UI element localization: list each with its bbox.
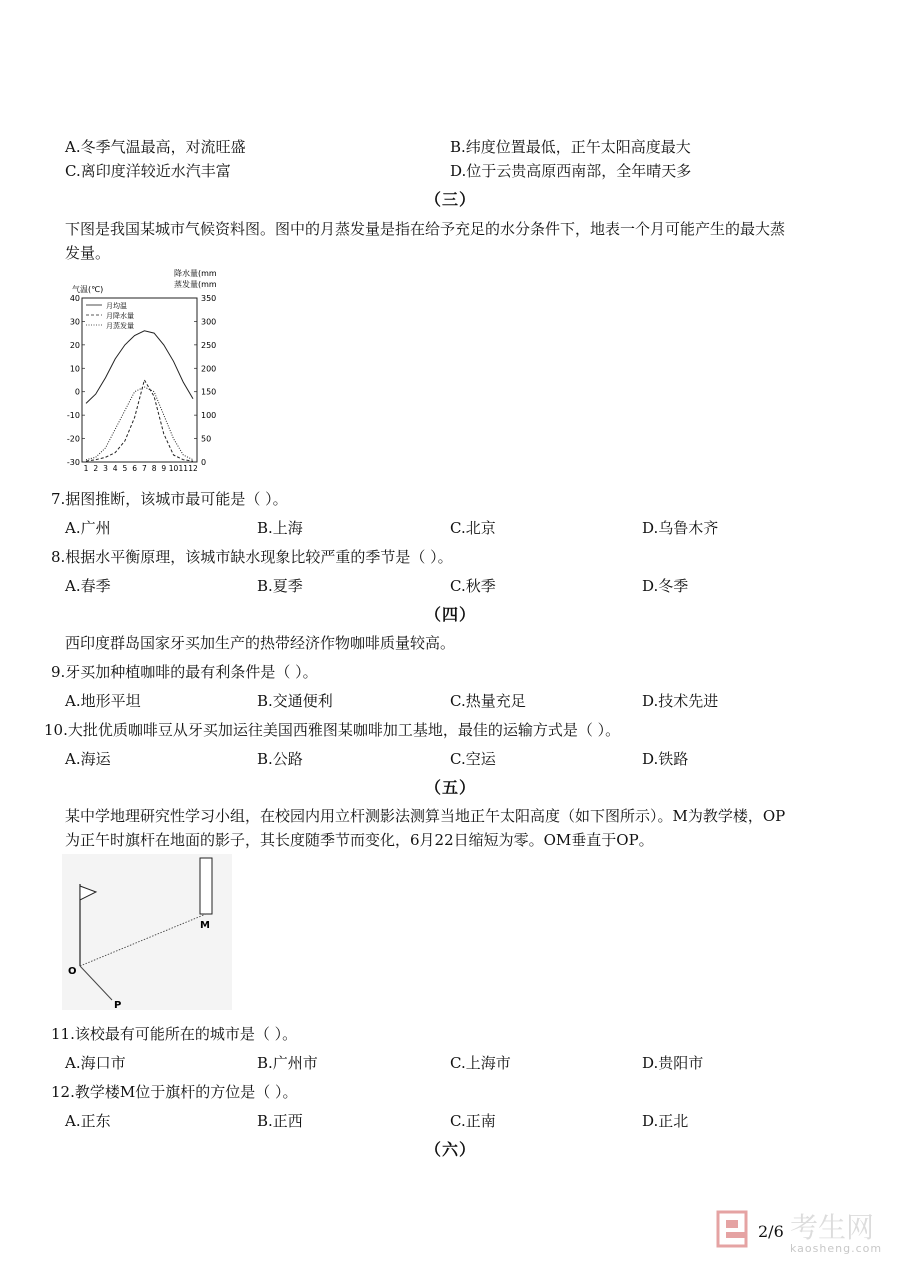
q8-option-c: C.秋季	[450, 577, 496, 595]
q10-option-b: B.公路	[257, 750, 303, 768]
q8-option-d: D.冬季	[642, 577, 689, 595]
x-tick-label: 12	[188, 464, 198, 473]
x-tick-label: 3	[103, 464, 108, 473]
q9-option-b: B.交通便利	[257, 692, 333, 710]
q6-option-b: B.纬度位置最低，正午太阳高度最大	[450, 138, 691, 156]
q8-stem: 8.根据水平衡原理，该城市缺水现象比较严重的季节是（ ）。	[51, 548, 453, 566]
q6-option-a: A.冬季气温最高，对流旺盛	[65, 138, 246, 156]
building-m	[200, 858, 212, 914]
left-tick-label: -10	[66, 411, 80, 421]
series-temperature-line	[86, 331, 193, 404]
q8-options	[65, 576, 845, 596]
legend-precip: 月降水量	[106, 312, 134, 320]
q12-option-a: A.正东	[65, 1112, 111, 1130]
q8-option-a: A.春季	[65, 577, 111, 595]
chart-legend	[86, 301, 134, 330]
section-4-heading: （四）	[425, 605, 477, 624]
q12-stem: 12.教学楼M位于旗杆的方位是（ ）。	[51, 1083, 298, 1101]
label-m: M	[200, 920, 210, 931]
x-tick-label: 6	[132, 464, 138, 473]
section-5-intro-line1: 某中学地理研究性学习小组，在校园内用立杆测影法测算当地正午太阳高度（如下图所示）。M为教学楼，OP	[65, 807, 786, 825]
q10-option-a: A.海运	[65, 750, 111, 768]
x-tick-label: 9	[161, 464, 167, 473]
plot-frame	[82, 298, 197, 462]
q10-option-c: C.空运	[450, 750, 496, 768]
q6-option-c: C.离印度洋较近水汽丰富	[65, 162, 231, 180]
q7-options	[65, 518, 845, 538]
section-3-intro-line1: 下图是我国某城市气候资料图。图中的月蒸发量是指在给予充足的水分条件下，地表一个月可能产生的最大蒸	[65, 220, 786, 238]
q10-stem: 10.大批优质咖啡豆从牙买加运往美国西雅图某咖啡加工基地，最佳的运输方式是（ ）。	[44, 721, 621, 739]
right-tick-label: 250	[201, 340, 217, 350]
x-tick-label: 10	[168, 464, 179, 473]
page-number: 2/6	[758, 1222, 784, 1241]
section-6-heading: （六）	[425, 1140, 477, 1159]
q12-option-b: B.正西	[257, 1112, 303, 1130]
q11-options	[65, 1053, 845, 1073]
x-tick-label: 8	[151, 464, 157, 473]
section-4-intro: 西印度群岛国家牙买加生产的热带经济作物咖啡质量较高。	[65, 634, 456, 652]
left-tick-label: 30	[69, 317, 80, 327]
q12-option-c: C.正南	[450, 1112, 496, 1130]
q8-option-b: B.夏季	[257, 577, 303, 595]
legend-temp: 月均温	[106, 302, 127, 310]
left-tick-label: 20	[69, 340, 80, 350]
q11-option-c: C.上海市	[450, 1054, 511, 1072]
right-tick-label: 100	[201, 411, 217, 421]
q9-options	[65, 691, 845, 711]
x-tick-label: 2	[93, 464, 99, 473]
right-tick-label: 50	[201, 434, 212, 444]
q7-option-c: C.北京	[450, 519, 496, 537]
right-tick-label: 150	[201, 387, 217, 397]
x-tick-label: 5	[122, 464, 128, 473]
q10-options	[65, 749, 845, 769]
q7-option-b: B.上海	[257, 519, 303, 537]
section-3-intro-line2: 发量。	[65, 244, 111, 262]
x-tick-label: 1	[83, 464, 89, 473]
brand-name: 考生网	[790, 1211, 875, 1244]
q10-option-d: D.铁路	[642, 750, 689, 768]
legend-evap: 月蒸发量	[106, 322, 134, 330]
left-tick-label: 10	[69, 364, 80, 374]
x-tick-label: 7	[141, 464, 147, 473]
q12-option-d: D.正北	[642, 1112, 689, 1130]
q7-option-a: A.广州	[65, 519, 111, 537]
q11-stem: 11.该校最有可能所在的城市是（ ）。	[51, 1025, 298, 1043]
left-tick-label: 40	[69, 294, 80, 303]
q9-option-c: C.热量充足	[450, 692, 526, 710]
q11-option-b: B.广州市	[257, 1054, 318, 1072]
left-tick-label: -30	[66, 458, 80, 467]
left-axis-label: 气温(℃)	[72, 285, 104, 294]
brand-domain: kaosheng.com	[790, 1242, 883, 1255]
right-axis-label-2: 蒸发量(mm	[174, 280, 217, 289]
right-tick-label: 300	[201, 317, 217, 327]
q9-option-d: D.技术先进	[642, 692, 719, 710]
kaosheng-logo-icon	[716, 1208, 750, 1250]
x-tick-label: 4	[112, 464, 118, 473]
climate-chart	[62, 264, 232, 474]
q7-stem: 7.据图推断，该城市最可能是（ ）。	[51, 490, 288, 508]
q9-stem: 9.牙买加种植咖啡的最有利条件是（ ）。	[51, 663, 318, 681]
left-tick-label: -20	[66, 434, 80, 444]
q6-option-d: D.位于云贵高原西南部，全年晴天多	[450, 162, 692, 180]
right-tick-label: 200	[201, 364, 217, 374]
q12-options	[65, 1111, 845, 1131]
q11-option-d: D.贵阳市	[642, 1054, 704, 1072]
section-5-heading: （五）	[425, 778, 477, 797]
q7-option-d: D.乌鲁木齐	[642, 519, 719, 537]
x-tick-label: 11	[178, 464, 189, 473]
flagpole-figure	[62, 854, 232, 1010]
right-tick-label: 350	[201, 294, 217, 303]
right-tick-label: 0	[201, 458, 207, 467]
section-5-intro-line2: 为正午时旗杆在地面的影子，其长度随季节而变化，6月22日缩短为零。OM垂直于OP。	[65, 831, 654, 849]
series-precipitation-line	[86, 380, 193, 461]
q9-option-a: A.地形平坦	[65, 692, 141, 710]
section-3-heading: （三）	[425, 190, 477, 209]
label-o: O	[68, 966, 77, 977]
q11-option-a: A.海口市	[65, 1054, 126, 1072]
left-tick-label: 0	[74, 387, 80, 397]
right-axis-label-1: 降水量(mm	[174, 269, 217, 278]
label-p: P	[114, 1000, 122, 1010]
